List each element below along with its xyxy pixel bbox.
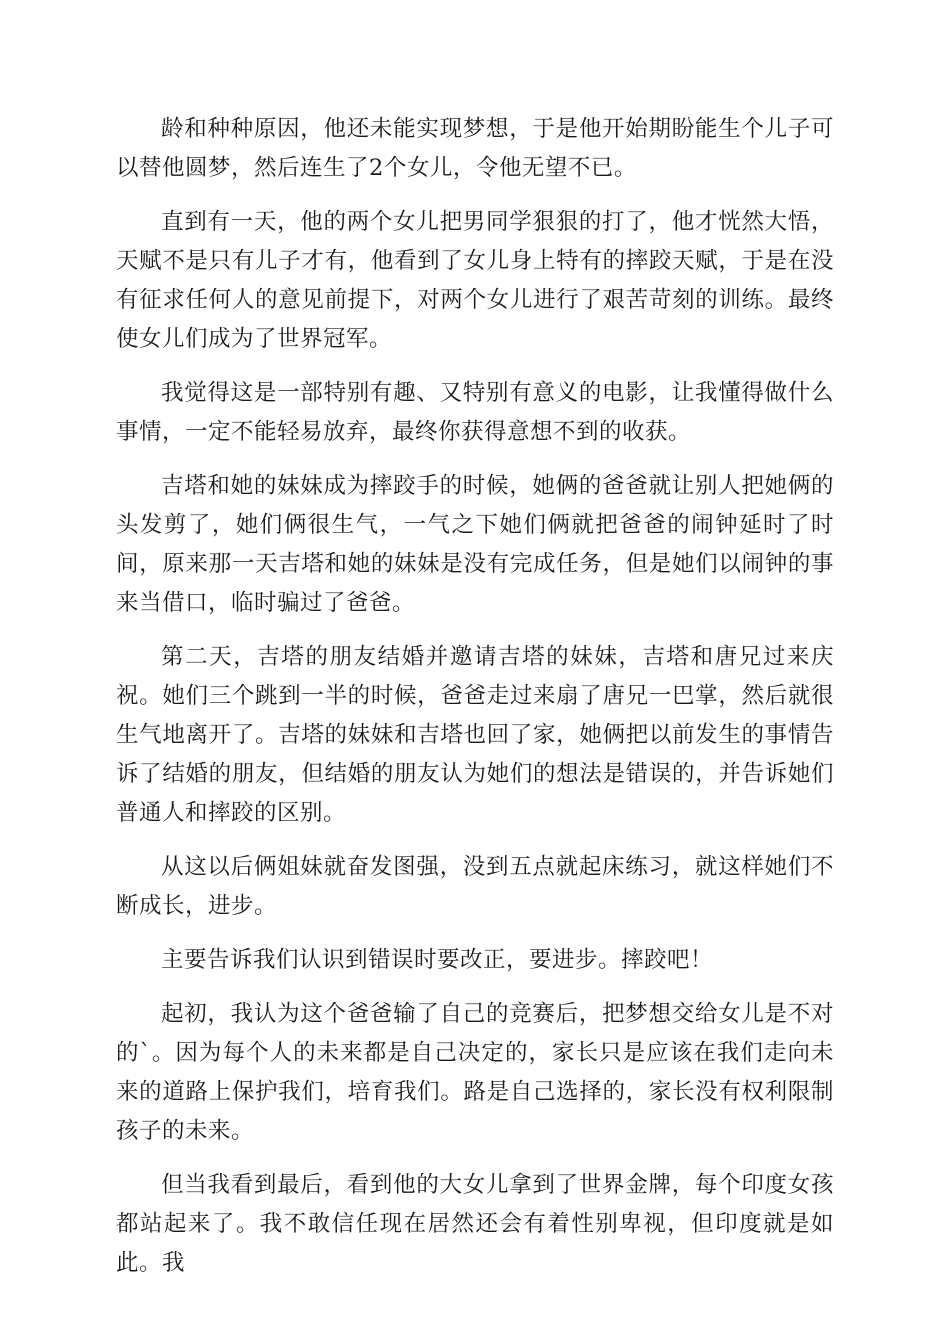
- paragraph-3: 我觉得这是一部特别有趣、又特别有意义的电影，让我懂得做什么事情，一定不能轻易放弃，最终你获得意想不到的收获。: [116, 380, 834, 445]
- document-body: [116, 110, 834, 1298]
- paragraph-5: 第二天，吉塔的朋友结婚并邀请吉塔的妹妹，吉塔和唐兄过来庆祝。她们三个跳到一半的时候，爸爸走过来扇了唐兄一巴掌，然后就很生气地离开了。吉塔的妹妹和吉塔也回了家，她俩把以前发生的事情告诉了结婚的朋友，但结婚的朋友认为她们的想法是错误的，并告诉她们普通人和摔跤的区别。: [116, 644, 834, 826]
- paragraph-4: 吉塔和她的妹妹成为摔跤手的时候，她俩的爸爸就让别人把她俩的头发剪了，她们俩很生气，一气之下她们俩就把爸爸的闹钟延时了时间，原来那一天吉塔和她的妹妹是没有完成任务，但是她们以闹钟的事来当借口，临时骗过了爸爸。: [116, 473, 834, 616]
- paragraph-1: 龄和种种原因，他还未能实现梦想，于是他开始期盼能生个儿子可以替他圆梦，然后连生了2个女儿，令他无望不已。: [116, 116, 834, 181]
- paragraph-7: 主要告诉我们认识到错误时要改正，要进步。摔跤吧！: [161, 947, 714, 973]
- paragraph-9: 但当我看到最后，看到他的大女儿拿到了世界金牌，每个印度女孩都站起来了。我不敢信任现在居然还会有着性别卑视，但印度就是如此。我: [116, 1172, 834, 1276]
- paragraph-2: 直到有一天，他的两个女儿把男同学狠狠的打了，他才恍然大悟，天赋不是只有儿子才有，他看到了女儿身上特有的摔跤天赋，于是在没有征求任何人的意见前提下，对两个女儿进行了艰苦苛刻的训练。最终使女儿们成为了世界冠军。: [116, 209, 834, 352]
- paragraph-8: 起初，我认为这个爸爸输了自己的竞赛后，把梦想交给女儿是不对的`。因为每个人的未来都是自己决定的，家长只是应该在我们走向未来的道路上保护我们，培育我们。路是自己选择的，家长没有权利限制孩子的未来。: [116, 1001, 834, 1144]
- paragraph-6: 从这以后俩姐妹就奋发图强，没到五点就起床练习，就这样她们不断成长，进步。: [116, 854, 834, 919]
